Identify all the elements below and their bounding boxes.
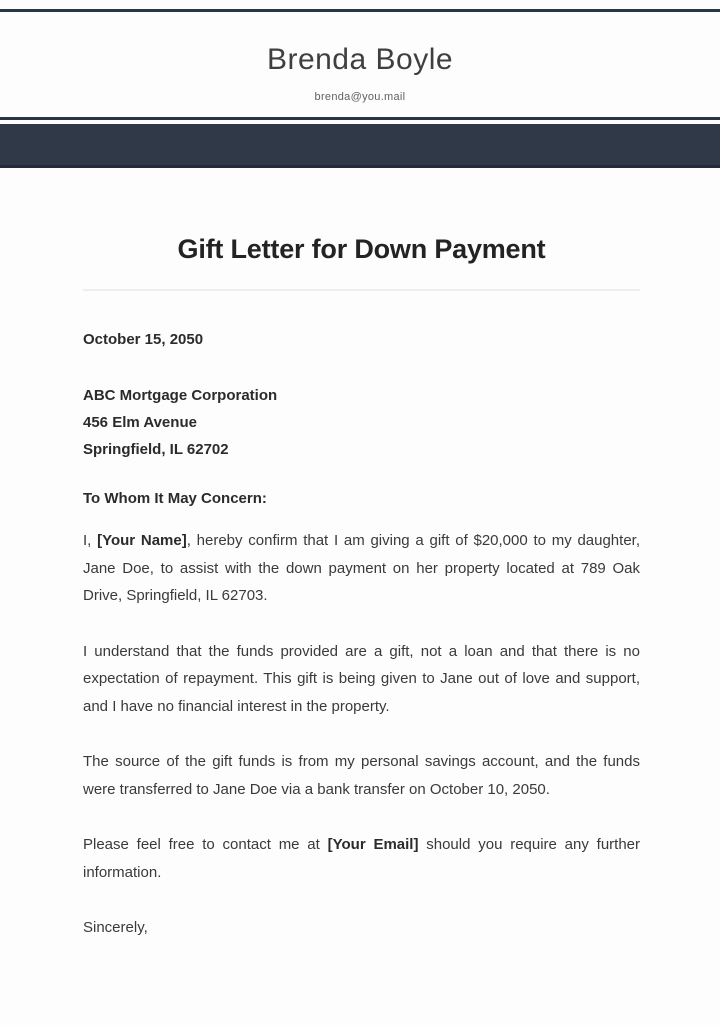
- paragraph-no-repayment: I understand that the funds provided are a gift, not a loan and that there is no expectation of repayment. This gift is being given to Jane out of love and support, and I have no financial interest in the property.: [83, 642, 640, 715]
- paragraph-gift-statement: [83, 527, 640, 610]
- letterhead: [0, 12, 720, 104]
- recipient-company: ABC Mortgage Corporation: [83, 387, 278, 404]
- name-placeholder: [Your Name]: [97, 532, 187, 549]
- title-divider: [83, 289, 640, 291]
- recipient-address: [83, 382, 640, 463]
- salutation: To Whom It May Concern:: [83, 490, 267, 507]
- paragraph-gift-statement-pre: I,: [83, 532, 98, 549]
- sender-email: brenda@you.mail: [314, 91, 406, 103]
- letter-date: October 15, 2050: [83, 331, 204, 348]
- letter-body: [0, 168, 720, 941]
- email-placeholder: [Your Email]: [327, 836, 419, 853]
- paragraph-contact: [83, 831, 640, 886]
- paragraph-gift-statement-post: , hereby confirm that I am giving a gift of $20,000 to my daughter, Jane Doe, to assist with the down payment on her property located at 789 Oak Drive, Springfield, IL 62703.: [83, 532, 640, 604]
- header-band: [0, 124, 720, 168]
- paragraph-fund-source: The source of the gift funds is from my personal savings account, and the funds were transferred to Jane Doe via a bank transfer on October 10, 2050.: [83, 753, 640, 798]
- letterhead-rule: [0, 117, 720, 120]
- recipient-city: Springfield, IL 62702: [83, 441, 229, 458]
- paragraph-contact-pre: Please feel free to contact me at: [83, 836, 328, 853]
- paragraph-contact-post: should you require any further information.: [83, 836, 641, 881]
- closing: Sincerely,: [83, 919, 148, 936]
- sender-name: Brenda Boyle: [266, 43, 454, 76]
- letter-title: Gift Letter for Down Payment: [177, 234, 546, 264]
- recipient-street: 456 Elm Avenue: [83, 414, 197, 431]
